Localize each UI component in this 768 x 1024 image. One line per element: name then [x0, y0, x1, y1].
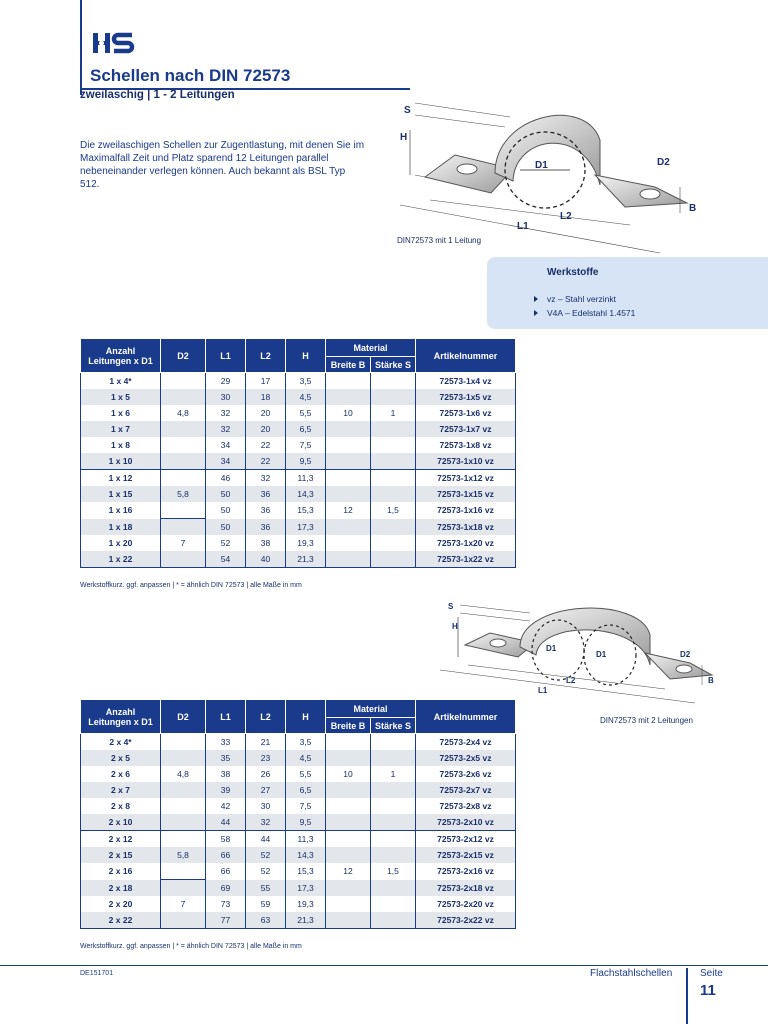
table-cell	[161, 453, 206, 470]
diagram1-caption: DIN72573 mit 1 Leitung	[397, 236, 482, 245]
table-cell: 7	[161, 896, 206, 912]
table-cell: 3,5	[286, 734, 326, 751]
table-cell	[371, 814, 416, 831]
table-cell: 6,5	[286, 782, 326, 798]
table-cell: 5,8	[161, 486, 206, 502]
table-cell: 1 x 12	[81, 470, 161, 487]
table-cell	[371, 421, 416, 437]
col-l1: L1	[206, 339, 246, 373]
diagram2-caption: DIN72573 mit 2 Leitungen	[600, 716, 693, 725]
table-cell: 38	[206, 766, 246, 782]
table-cell: 72573-2x7 vz	[416, 782, 516, 798]
table-cell: 10	[326, 766, 371, 782]
table-cell	[371, 389, 416, 405]
table-cell: 52	[206, 535, 246, 551]
table-cell: 26	[246, 766, 286, 782]
table-cell	[326, 453, 371, 470]
table-row	[81, 734, 516, 751]
table-cell	[371, 453, 416, 470]
table-cell: 2 x 5	[81, 750, 161, 766]
diag1-label-h: H	[400, 132, 408, 143]
table-row	[81, 551, 516, 568]
table-cell	[161, 798, 206, 814]
table-cell: 17	[246, 373, 286, 390]
table-cell: 72573-2x22 vz	[416, 912, 516, 929]
table-cell: 39	[206, 782, 246, 798]
table-cell	[161, 519, 206, 536]
table-row	[81, 863, 516, 880]
table-cell: 34	[206, 453, 246, 470]
table-cell	[371, 750, 416, 766]
table-cell	[161, 551, 206, 568]
table-cell	[161, 421, 206, 437]
table-cell: 7	[161, 535, 206, 551]
table-cell: 29	[206, 373, 246, 390]
table-cell	[161, 470, 206, 487]
table-row	[81, 519, 516, 536]
diag2-label-s: S	[448, 602, 454, 611]
table-cell: 32	[246, 814, 286, 831]
table-row	[81, 912, 516, 929]
table-cell: 33	[206, 734, 246, 751]
table-cell: 72573-1x16 vz	[416, 502, 516, 519]
table-row	[81, 389, 516, 405]
table-cell	[371, 782, 416, 798]
table-cell: 72573-1x10 vz	[416, 453, 516, 470]
table-cell: 40	[246, 551, 286, 568]
table-cell: 12	[326, 502, 371, 519]
table-cell: 66	[206, 847, 246, 863]
diag1-label-d1: D1	[535, 160, 548, 171]
table-cell	[326, 912, 371, 929]
table-cell: 7,5	[286, 798, 326, 814]
table-cell: 30	[246, 798, 286, 814]
table-cell: 72573-1x20 vz	[416, 535, 516, 551]
table-cell	[161, 389, 206, 405]
diag1-label-b: B	[689, 203, 697, 214]
table-cell: 72573-1x12 vz	[416, 470, 516, 487]
table-cell	[326, 831, 371, 848]
table-cell: 72573-2x16 vz	[416, 863, 516, 880]
footer-rule	[0, 965, 768, 966]
table-cell	[371, 734, 416, 751]
table-cell: 73	[206, 896, 246, 912]
table-cell	[326, 551, 371, 568]
table-cell	[371, 486, 416, 502]
footer-code: DE151701	[80, 970, 114, 977]
table-cell: 72573-1x15 vz	[416, 486, 516, 502]
col-anzahl: Anzahl Leitungen x D1	[81, 339, 161, 373]
triangle-bullet-icon	[534, 310, 538, 316]
table-cell: 1 x 22	[81, 551, 161, 568]
table-row	[81, 470, 516, 487]
table-cell: 11,3	[286, 831, 326, 848]
table-cell: 17,3	[286, 880, 326, 897]
table-cell	[326, 782, 371, 798]
table-cell: 44	[206, 814, 246, 831]
table-cell: 11,3	[286, 470, 326, 487]
table-cell: 20	[246, 405, 286, 421]
diag2-label-d2: D2	[680, 650, 691, 659]
diag2-label-h: H	[452, 622, 458, 631]
table-cell: 44	[246, 831, 286, 848]
table-cell: 2 x 22	[81, 912, 161, 929]
table-cell: 35	[206, 750, 246, 766]
col-l1: L1	[206, 700, 246, 734]
clamp-diagram-1	[395, 95, 695, 255]
table-cell	[161, 437, 206, 453]
table-cell: 19,3	[286, 896, 326, 912]
col-d2: D2	[161, 700, 206, 734]
table-cell: 72573-1x7 vz	[416, 421, 516, 437]
table-cell: 32	[246, 470, 286, 487]
table-row	[81, 814, 516, 831]
table-cell	[326, 486, 371, 502]
table-cell	[161, 814, 206, 831]
col-staerke: Stärke S	[371, 718, 416, 734]
table-cell: 58	[206, 831, 246, 848]
diag1-label-d2: D2	[657, 157, 670, 168]
table-cell: 21,3	[286, 551, 326, 568]
table-cell: 2 x 20	[81, 896, 161, 912]
table-cell: 50	[206, 486, 246, 502]
table-cell: 72573-2x12 vz	[416, 831, 516, 848]
page-subtitle: zweilaschig | 1 - 2 Leitungen	[80, 89, 235, 101]
table-cell	[161, 912, 206, 929]
table-cell: 52	[246, 863, 286, 880]
table-cell: 17,3	[286, 519, 326, 536]
diag1-label-s: S	[404, 105, 411, 116]
col-breite: Breite B	[326, 357, 371, 373]
table-cell: 72573-2x20 vz	[416, 896, 516, 912]
table-cell: 66	[206, 863, 246, 880]
table-cell: 1 x 15	[81, 486, 161, 502]
table-cell: 72573-2x5 vz	[416, 750, 516, 766]
table-cell: 59	[246, 896, 286, 912]
table-cell	[326, 750, 371, 766]
werkstoffe-item: vz – Stahl verzinkt	[534, 292, 635, 306]
table-cell: 9,5	[286, 814, 326, 831]
table-cell	[161, 863, 206, 880]
table-cell: 2 x 16	[81, 863, 161, 880]
table-cell: 52	[246, 847, 286, 863]
table-cell: 1 x 7	[81, 421, 161, 437]
table-cell	[161, 880, 206, 897]
page-title: Schellen nach DIN 72573	[90, 66, 291, 85]
table-1-body	[81, 373, 516, 568]
table-cell: 21	[246, 734, 286, 751]
table-row	[81, 453, 516, 470]
table-cell: 1,5	[371, 863, 416, 880]
table-cell	[371, 912, 416, 929]
page-number: 11	[700, 982, 716, 999]
table-row	[81, 831, 516, 848]
table-cell: 36	[246, 502, 286, 519]
table-row	[81, 535, 516, 551]
table-cell: 72573-1x5 vz	[416, 389, 516, 405]
table-cell: 50	[206, 519, 246, 536]
table-cell: 32	[206, 405, 246, 421]
col-staerke: Stärke S	[371, 357, 416, 373]
table-cell: 30	[206, 389, 246, 405]
table-cell: 72573-2x18 vz	[416, 880, 516, 897]
col-d2: D2	[161, 339, 206, 373]
table-cell	[161, 502, 206, 519]
table-cell: 15,3	[286, 863, 326, 880]
table-cell	[371, 535, 416, 551]
table-row	[81, 896, 516, 912]
table-cell	[161, 373, 206, 390]
table-cell	[161, 734, 206, 751]
col-material: Material	[326, 339, 416, 357]
table-cell	[161, 831, 206, 848]
table-cell: 54	[206, 551, 246, 568]
table-cell: 27	[246, 782, 286, 798]
table-cell: 46	[206, 470, 246, 487]
table-cell	[326, 519, 371, 536]
table-cell: 1 x 16	[81, 502, 161, 519]
table-cell: 1 x 6	[81, 405, 161, 421]
table-cell	[326, 437, 371, 453]
spec-table-1-leitung	[80, 338, 516, 568]
col-breite: Breite B	[326, 718, 371, 734]
table-cell	[371, 896, 416, 912]
table-row	[81, 502, 516, 519]
table-cell: 36	[246, 519, 286, 536]
table-cell: 14,3	[286, 486, 326, 502]
table-cell	[371, 831, 416, 848]
hs-logo-icon	[92, 31, 134, 55]
table-cell: 2 x 6	[81, 766, 161, 782]
table-cell: 69	[206, 880, 246, 897]
table-row	[81, 486, 516, 502]
table-row	[81, 750, 516, 766]
table-cell: 63	[246, 912, 286, 929]
table-cell: 2 x 10	[81, 814, 161, 831]
table-cell: 5,8	[161, 847, 206, 863]
table-2-body	[81, 734, 516, 929]
table2-note: Werkstoffkurz. ggf. anpassen | * = ähnlich DIN 72573 | alle Maße in mm	[80, 943, 302, 950]
table-cell: 1 x 10	[81, 453, 161, 470]
table-cell: 10	[326, 405, 371, 421]
table-cell	[371, 880, 416, 897]
table-row	[81, 847, 516, 863]
col-artikel: Artikelnummer	[416, 700, 516, 734]
header-vertical-rule	[80, 0, 82, 95]
table-cell: 3,5	[286, 373, 326, 390]
werkstoffe-panel	[487, 257, 768, 329]
col-anzahl: Anzahl Leitungen x D1	[81, 700, 161, 734]
table-cell	[371, 551, 416, 568]
table-cell: 7,5	[286, 437, 326, 453]
table-row	[81, 798, 516, 814]
table-cell: 23	[246, 750, 286, 766]
table-row	[81, 766, 516, 782]
table-cell: 72573-1x8 vz	[416, 437, 516, 453]
table1-note: Werkstoffkurz. ggf. anpassen | * = ähnlich DIN 72573 | alle Maße in mm	[80, 582, 302, 589]
table-cell	[326, 373, 371, 390]
table-cell	[326, 798, 371, 814]
table-cell: 9,5	[286, 453, 326, 470]
table-cell: 2 x 8	[81, 798, 161, 814]
diag2-label-l2: L2	[566, 676, 576, 685]
table-cell: 72573-2x6 vz	[416, 766, 516, 782]
table-cell: 20	[246, 421, 286, 437]
table-cell: 72573-1x18 vz	[416, 519, 516, 536]
col-l2: L2	[246, 700, 286, 734]
table-cell: 50	[206, 502, 246, 519]
table-cell	[161, 750, 206, 766]
diag2-label-d1-right: D1	[596, 650, 607, 659]
table-cell: 19,3	[286, 535, 326, 551]
table-cell	[326, 470, 371, 487]
diag2-label-b: B	[708, 676, 714, 685]
table-cell	[371, 847, 416, 863]
diag2-label-l1: L1	[538, 686, 548, 695]
table-cell: 5,5	[286, 405, 326, 421]
table-cell: 36	[246, 486, 286, 502]
table-cell	[326, 880, 371, 897]
table-row	[81, 437, 516, 453]
table-cell	[371, 437, 416, 453]
table-cell: 22	[246, 437, 286, 453]
table-cell: 2 x 4*	[81, 734, 161, 751]
table-cell: 4,5	[286, 750, 326, 766]
footer-seite-label: Seite	[700, 968, 723, 979]
table-cell: 4,8	[161, 766, 206, 782]
table-cell	[326, 814, 371, 831]
table-cell: 22	[246, 453, 286, 470]
col-h: H	[286, 700, 326, 734]
table-cell: 6,5	[286, 421, 326, 437]
table-cell	[371, 798, 416, 814]
clamp-diagram-2	[440, 595, 725, 710]
table-cell: 72573-2x15 vz	[416, 847, 516, 863]
table-cell	[326, 421, 371, 437]
footer-section: Flachstahlschellen	[590, 968, 673, 979]
table-cell	[371, 373, 416, 390]
table-row	[81, 405, 516, 421]
triangle-bullet-icon	[534, 296, 538, 302]
werkstoffe-title: Werkstoffe	[547, 267, 599, 278]
footer-vertical-rule	[686, 968, 688, 1024]
table-cell: 14,3	[286, 847, 326, 863]
table-cell: 1 x 5	[81, 389, 161, 405]
table-cell: 4,5	[286, 389, 326, 405]
table-cell: 12	[326, 863, 371, 880]
table-row	[81, 421, 516, 437]
table-cell: 32	[206, 421, 246, 437]
table-cell: 42	[206, 798, 246, 814]
col-h: H	[286, 339, 326, 373]
diag1-label-l2: L2	[560, 211, 572, 222]
table-cell: 1	[371, 766, 416, 782]
table-cell	[371, 470, 416, 487]
table-cell: 4,8	[161, 405, 206, 421]
table-cell	[161, 782, 206, 798]
table-row	[81, 373, 516, 390]
col-material: Material	[326, 700, 416, 718]
table-cell: 72573-2x10 vz	[416, 814, 516, 831]
diag2-label-d1-left: D1	[546, 644, 557, 653]
table-cell: 34	[206, 437, 246, 453]
table-cell	[326, 389, 371, 405]
table-row	[81, 880, 516, 897]
col-artikel: Artikelnummer	[416, 339, 516, 373]
table-cell: 1 x 4*	[81, 373, 161, 390]
table-cell: 72573-1x6 vz	[416, 405, 516, 421]
table-cell: 1 x 8	[81, 437, 161, 453]
table-cell: 72573-2x8 vz	[416, 798, 516, 814]
table-cell: 5,5	[286, 766, 326, 782]
intro-text: Die zweilaschigen Schellen zur Zugentlastung, mit denen Sie im Maximalfall Zeit und Platz sparend 12 Leitungen parallel nebeneinander verlegen können. Auch bekannt als BSL Typ 512.	[80, 140, 365, 190]
table-cell	[326, 847, 371, 863]
table-cell	[326, 896, 371, 912]
table-cell: 72573-1x4 vz	[416, 373, 516, 390]
table-cell: 1 x 20	[81, 535, 161, 551]
table-cell: 2 x 18	[81, 880, 161, 897]
table-cell: 1,5	[371, 502, 416, 519]
table-cell: 1	[371, 405, 416, 421]
werkstoffe-item: V4A – Edelstahl 1.4571	[534, 306, 635, 320]
diag1-label-l1: L1	[517, 221, 529, 232]
table-cell: 72573-1x22 vz	[416, 551, 516, 568]
table-row	[81, 782, 516, 798]
col-l2: L2	[246, 339, 286, 373]
spec-table-2-leitungen	[80, 699, 516, 929]
table-cell: 18	[246, 389, 286, 405]
table-cell: 38	[246, 535, 286, 551]
table-cell: 1 x 18	[81, 519, 161, 536]
table-cell: 15,3	[286, 502, 326, 519]
table-cell: 2 x 7	[81, 782, 161, 798]
table-cell: 2 x 12	[81, 831, 161, 848]
table-cell	[326, 734, 371, 751]
table-cell: 2 x 15	[81, 847, 161, 863]
table-cell: 72573-2x4 vz	[416, 734, 516, 751]
table-cell: 21,3	[286, 912, 326, 929]
table-cell: 55	[246, 880, 286, 897]
table-cell	[326, 535, 371, 551]
table-cell: 77	[206, 912, 246, 929]
table-cell	[371, 519, 416, 536]
